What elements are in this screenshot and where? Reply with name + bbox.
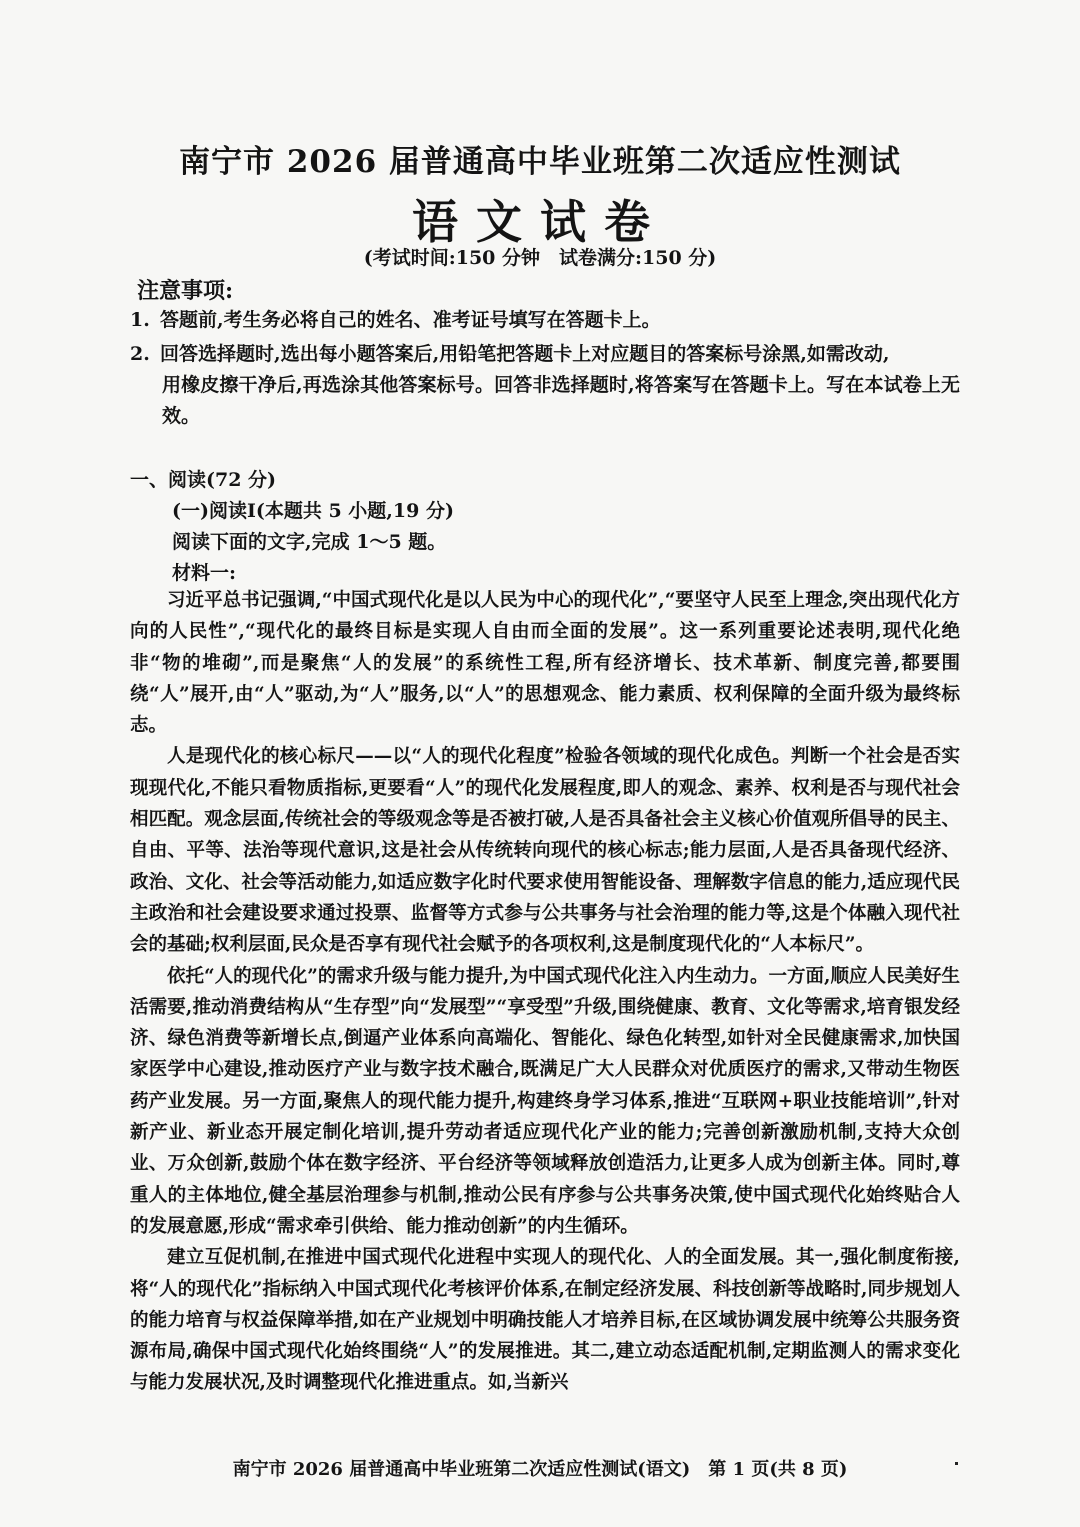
footer-dot-mark bbox=[955, 1462, 958, 1465]
article-paragraph-3: 依托“人的现代化”的需求升级与能力提升,为中国式现代化注入内生动力。一方面,顺应人民美好生活需要,推动消费结构从“生存型”向“发展型”“享受型”升级,围绕健康、教育、文化等需求,培育银发经济、绿色消费等新增长点,倒逼产业体系向高端化、智能化、绿色化转型,如针对全民健康需求,加快国家医学中心建设,推动医疗产业与数字技术融合,既满足广大人民群众对优质医疗的需求,又带动生物医药产业发展。另一方面,聚焦人的现代能力提升,构建终身学习体系,推进“互联网+职业技能培训”,针对新产业、新业态开展定制化培训,提升劳动者适应现代化产业的能力;完善创新激励机制,支持大众创业、万众创新,鼓励个体在数字经济、平台经济等领域释放创造活力,让更多人成为创新主体。同时,尊重人的主体地位,健全基层治理参与机制,推动公民有序参与公共事务决策,使中国式现代化始终贴合人的发展意愿,形成“需求牵引供给、能力推动创新”的内生循环。 bbox=[130, 965, 960, 1237]
notice-item-continuation: 用橡皮擦干净后,再选涂其他答案标号。回答非选择题时,将答案写在答题卡上。写在本试卷上无效。 bbox=[162, 374, 960, 427]
article-body bbox=[130, 585, 960, 1399]
notice-item-text: 回答选择题时,选出每小题答案后,用铅笔把答题卡上对应题目的答案标号涂黑,如需改动, bbox=[160, 343, 890, 365]
notice-item-number: 1. bbox=[130, 309, 150, 331]
article-paragraph-4: 建立互促机制,在推进中国式现代化进程中实现人的现代化、人的全面发展。其一,强化制度衔接,将“人的现代化”指标纳入中国式现代化考核评价体系,在制定经济发展、科技创新等战略时,同步规划人的能力培育与权益保障举措,如在产业规划中明确技能人才培养目标,在区域协调发展中统筹公共服务资源布局,确保中国式现代化始终围绕“人”的发展推进。其二,建立动态适配机制,定期监测人的需求变化与能力发展状况,及时调整现代化推进重点。如,当新兴 bbox=[130, 1247, 960, 1394]
exam-subject-title: 语文试卷 bbox=[412, 195, 668, 249]
section-heading: 一、阅读(72 分) bbox=[130, 469, 277, 491]
page-footer: 南宁市 2026 届普通高中毕业班第二次适应性测试(语文) 第 1 页(共 8 页) bbox=[232, 1459, 848, 1480]
article-paragraph-2: 人是现代化的核心标尺——以“人的现代化程度”检验各领域的现代化成色。判断一个社会是否实现现代化,不能只看物质指标,更要看“人”的现代化发展程度,即人的观念、素养、权利是否与现代社会相匹配。观念层面,传统社会的等级观念等是否被打破,人是否具备社会主义核心价值观所倡导的民主、自由、平等、法治等现代意识,这是社会从传统转向现代的核心标志;能力层面,人是否具备现代经济、政治、文化、社会等活动能力,如适应数字化时代要求使用智能设备、理解数字信息的能力,适应现代民主政治和社会建设要求通过投票、监督等方式参与公共事务与社会治理的能力等,这是个体融入现代社会的基础;权利层面,民众是否享有现代社会赋予的各项权利,这是制度现代化的“人本标尺”。 bbox=[130, 746, 960, 956]
notice-item-number: 2. bbox=[130, 343, 150, 365]
notice-item-text: 答题前,考生务必将自己的姓名、准考证号填写在答题卡上。 bbox=[160, 309, 661, 331]
notice-item-2 bbox=[130, 339, 960, 432]
notice-heading: 注意事项: bbox=[137, 278, 234, 304]
subsection-heading: (一)阅读Ⅰ(本题共 5 小题,19 分) bbox=[172, 500, 454, 522]
article-paragraph-1: 习近平总书记强调,“中国式现代化是以人民为中心的现代化”,“要坚守人民至上理念,突出现代化方向的人民性”,“现代化的最终目标是实现人自由而全面的发展”。这一系列重要论述表明,现代化绝非“物的堆砌”,而是聚焦“人的发展”的系统性工程,所有经济增长、技术革新、制度完善,都要围绕“人”展开,由“人”驱动,为“人”服务,以“人”的思想观念、能力素质、权利保障的全面升级为最终标志。 bbox=[130, 590, 960, 737]
reading-instruction: 阅读下面的文字,完成 1～5 题。 bbox=[172, 531, 447, 553]
exam-time-info: (考试时间:150 分钟 试卷满分:150 分) bbox=[363, 247, 717, 269]
exam-main-title: 南宁市 2026 届普通高中毕业班第二次适应性测试 bbox=[179, 144, 901, 180]
notice-item-1 bbox=[130, 305, 960, 336]
material-label: 材料一: bbox=[172, 562, 237, 584]
